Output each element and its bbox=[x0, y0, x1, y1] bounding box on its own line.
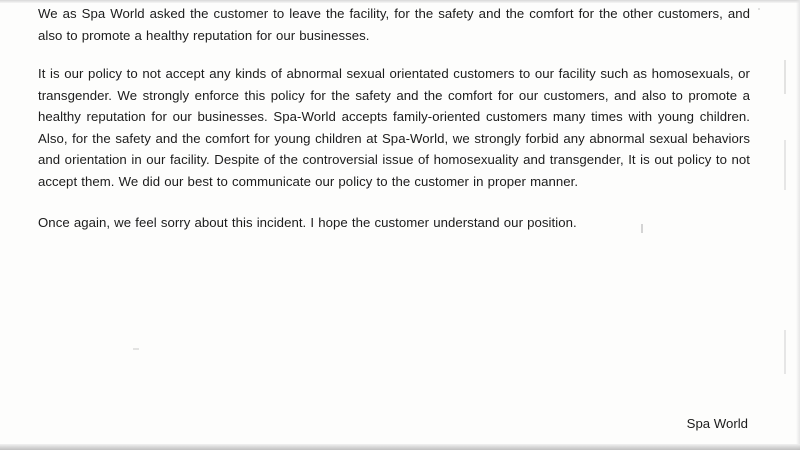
scan-artifact-speck bbox=[641, 224, 643, 233]
scan-edge-right bbox=[796, 0, 800, 450]
scan-artifact-speck bbox=[133, 348, 139, 350]
paragraph-3: Once again, we feel sorry about this incident. I hope the customer understand our position. bbox=[38, 215, 577, 230]
scan-artifact-speck bbox=[784, 330, 786, 374]
scan-edge-bottom bbox=[0, 444, 800, 450]
document-body bbox=[38, 0, 750, 251]
scan-artifact-speck bbox=[784, 60, 786, 94]
scan-artifact-speck bbox=[784, 140, 786, 190]
paragraph-2: It is our policy to not accept any kinds of abnormal sexual orientated customers to our facility such as homosexuals, or transgender. We strongly enforce this policy for the safety and the comfort for our customers, and also to promote a healthy reputation for our businesses. Spa-World accepts family-oriented customers many times with young children. Also, for the safety and the comfort for young children at Spa-World, we strongly forbid any abnormal sexual behaviors and orientation in our facility. Despite of the controversial issue of homosexuality and transgender, It is out policy to not accept them. We did our best to communicate our policy to the customer in proper manner. bbox=[38, 66, 750, 189]
scan-artifact-speck bbox=[758, 8, 760, 10]
signature-line: Spa World bbox=[686, 416, 748, 431]
paragraph-1: We as Spa World asked the customer to leave the facility, for the safety and the comfort for the other customers, and also to promote a healthy reputation for our businesses. bbox=[38, 6, 750, 43]
